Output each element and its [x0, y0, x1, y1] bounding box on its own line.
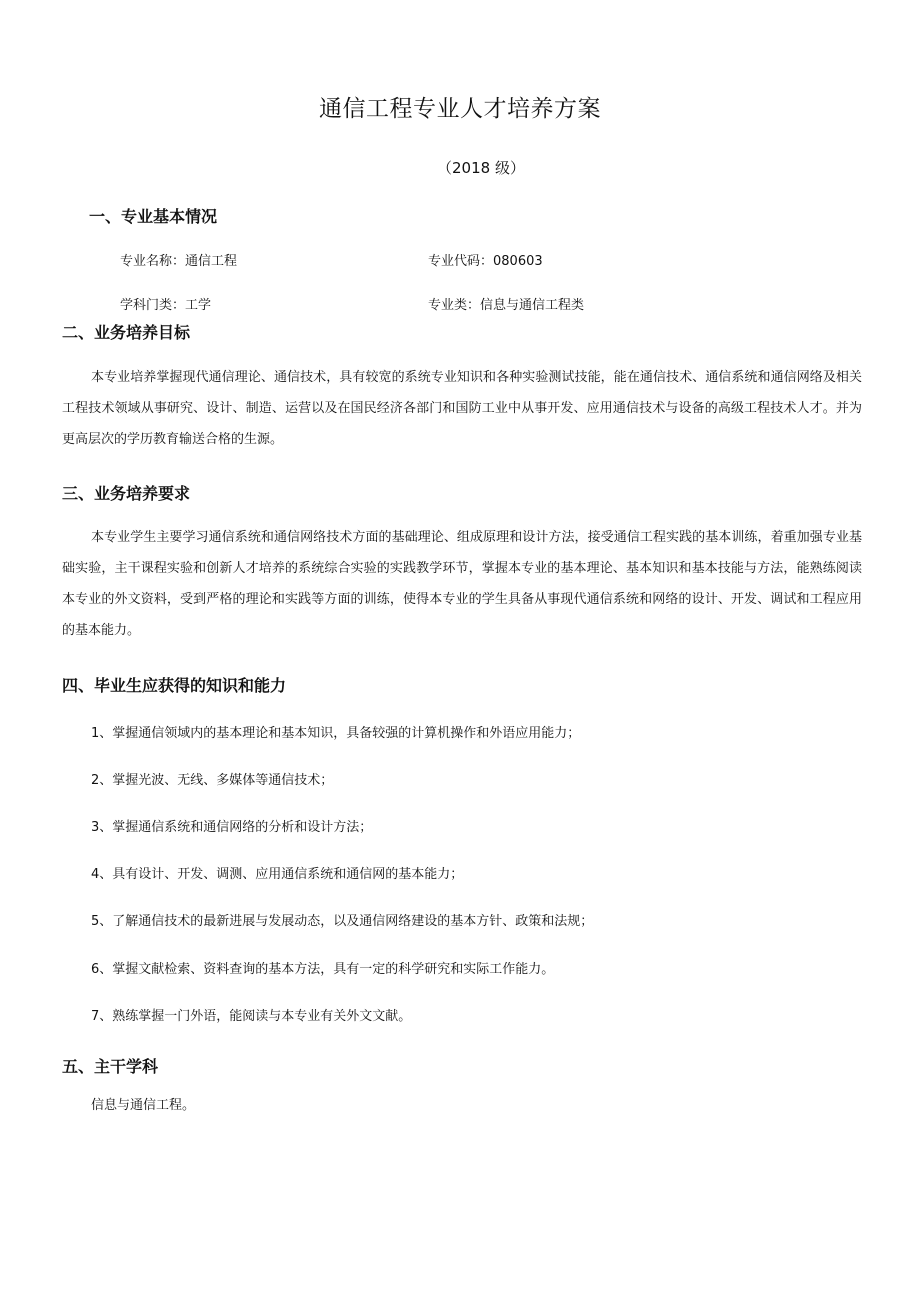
section-heading-basic-info: 一、专业基本情况	[89, 207, 218, 226]
major-class-field: 专业类：信息与通信工程类	[428, 298, 585, 313]
main-discipline-text: 信息与通信工程。	[91, 1098, 196, 1113]
training-goal-paragraph: 本专业培养掌握现代通信理论、通信技术，具有较宽的系统专业知识和各种实验测试技能，能在通信技术、通信系统和通信网络及相关工程技术领域从事研究、设计、制造、运营以及在国民经济各部门和国防工业中从事开发、应用通信技术与设备的高级工程技术人才。并为更高层次的学历教育输送合格的生源。	[62, 370, 862, 447]
document-title: 通信工程专业人才培养方案	[319, 96, 601, 122]
major-code-field: 专业代码：080603	[428, 254, 543, 269]
section-heading-main-discipline: 五、主干学科	[62, 1057, 159, 1076]
section-heading-knowledge-abilities: 四、毕业生应获得的知识和能力	[62, 676, 287, 695]
list-item: 1、掌握通信领域内的基本理论和基本知识，具备较强的计算机操作和外语应用能力；	[91, 726, 581, 741]
major-name-field: 专业名称：通信工程	[120, 254, 238, 269]
list-item: 4、具有设计、开发、调测、应用通信系统和通信网的基本能力；	[91, 867, 464, 882]
discipline-category-field: 学科门类：工学	[120, 298, 212, 313]
section-heading-training-requirements: 三、业务培养要求	[62, 484, 191, 503]
list-item: 2、掌握光波、无线、多媒体等通信技术；	[91, 773, 334, 788]
section-heading-training-goal: 二、业务培养目标	[62, 323, 191, 342]
list-item: 5、了解通信技术的最新进展与发展动态，以及通信网络建设的基本方针、政策和法规；	[91, 914, 594, 929]
training-requirements-paragraph: 本专业学生主要学习通信系统和通信网络技术方面的基础理论、组成原理和设计方法，接受通信工程实践的基本训练，着重加强专业基础实验，主干课程实验和创新人才培养的系统综合实验的实践教学环节，掌握本专业的基本理论、基本知识和基本技能与方法，能熟练阅读本专业的外文资料，受到严格的理论和实践等方面的训练，使得本专业的学生具备从事现代通信系统和网络的设计、开发、调试和工程应用的基本能力。	[62, 530, 862, 638]
list-item: 6、掌握文献检索、资料查询的基本方法，具有一定的科学研究和实际工作能力。	[91, 962, 555, 977]
list-item: 3、掌握通信系统和通信网络的分析和设计方法；	[91, 820, 373, 835]
grade-label: （2018 级）	[437, 159, 525, 177]
list-item: 7、熟练掌握一门外语，能阅读与本专业有关外文文献。	[91, 1009, 412, 1024]
